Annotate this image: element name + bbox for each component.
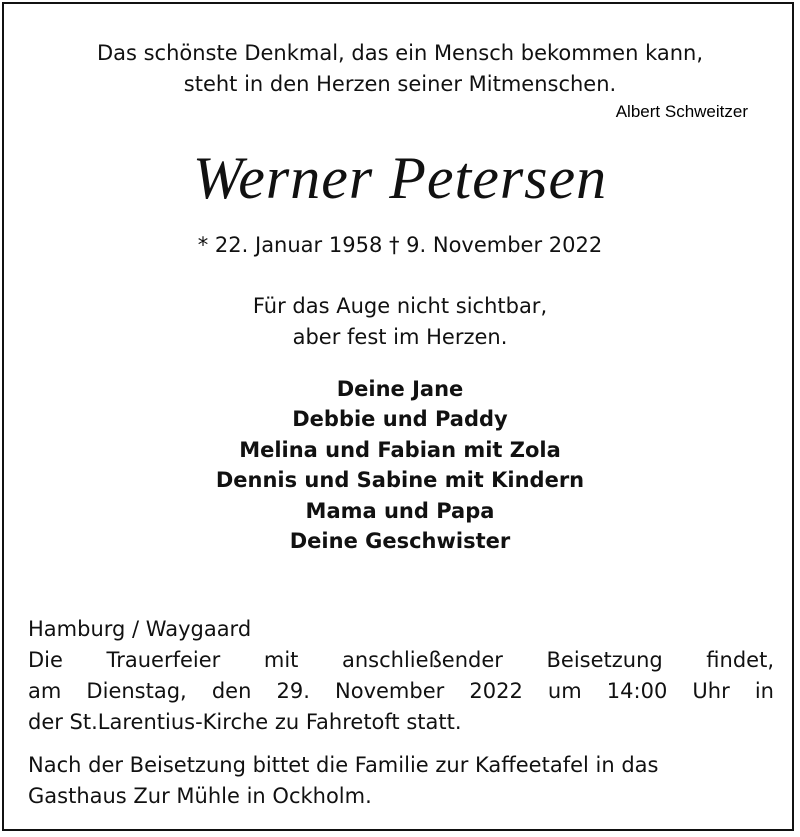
mourner-item: Debbie und Paddy: [292, 407, 508, 432]
location: Hamburg / Waygaard: [28, 617, 252, 641]
mourners-list: [4, 374, 796, 556]
ceremony-line: am Dienstag, den 29. November 2022 um 14:00 Uhr in: [28, 679, 774, 703]
reception-info: [28, 750, 776, 812]
reception-line: Nach der Beisetzung bittet die Familie zur Kaffeetafel in das: [28, 753, 659, 777]
obituary-notice: [2, 2, 794, 831]
ceremony-line: der St.Larentius-Kirche zu Fahretoft statt.: [28, 710, 462, 734]
mourner-item: Deine Geschwister: [289, 529, 511, 554]
verse: [4, 291, 796, 353]
life-dates: * 22. Januar 1958 † 9. November 2022: [197, 233, 603, 257]
quote-author: Albert Schweitzer: [615, 102, 748, 121]
mourner-item: Deine Jane: [336, 377, 464, 401]
mourner-item: Mama und Papa: [305, 498, 495, 523]
deceased-name: Werner Petersen: [192, 145, 608, 211]
ceremony-info: [28, 645, 774, 738]
verse-line: Für das Auge nicht sichtbar,: [252, 294, 548, 318]
quote-line: steht in den Herzen seiner Mitmenschen.: [183, 72, 617, 96]
mourner-item: Dennis und Sabine mit Kindern: [215, 468, 585, 493]
reception-line: Gasthaus Zur Mühle in Ockholm.: [28, 784, 372, 808]
quote-line: Das schönste Denkmal, das ein Mensch bekommen kann,: [96, 41, 704, 65]
verse-line: aber fest im Herzen.: [292, 325, 508, 349]
mourner-item: Melina und Fabian mit Zola: [239, 437, 561, 462]
quote: [4, 38, 796, 100]
ceremony-line: Die Trauerfeier mit anschließender Beisetzung findet,: [28, 648, 774, 672]
